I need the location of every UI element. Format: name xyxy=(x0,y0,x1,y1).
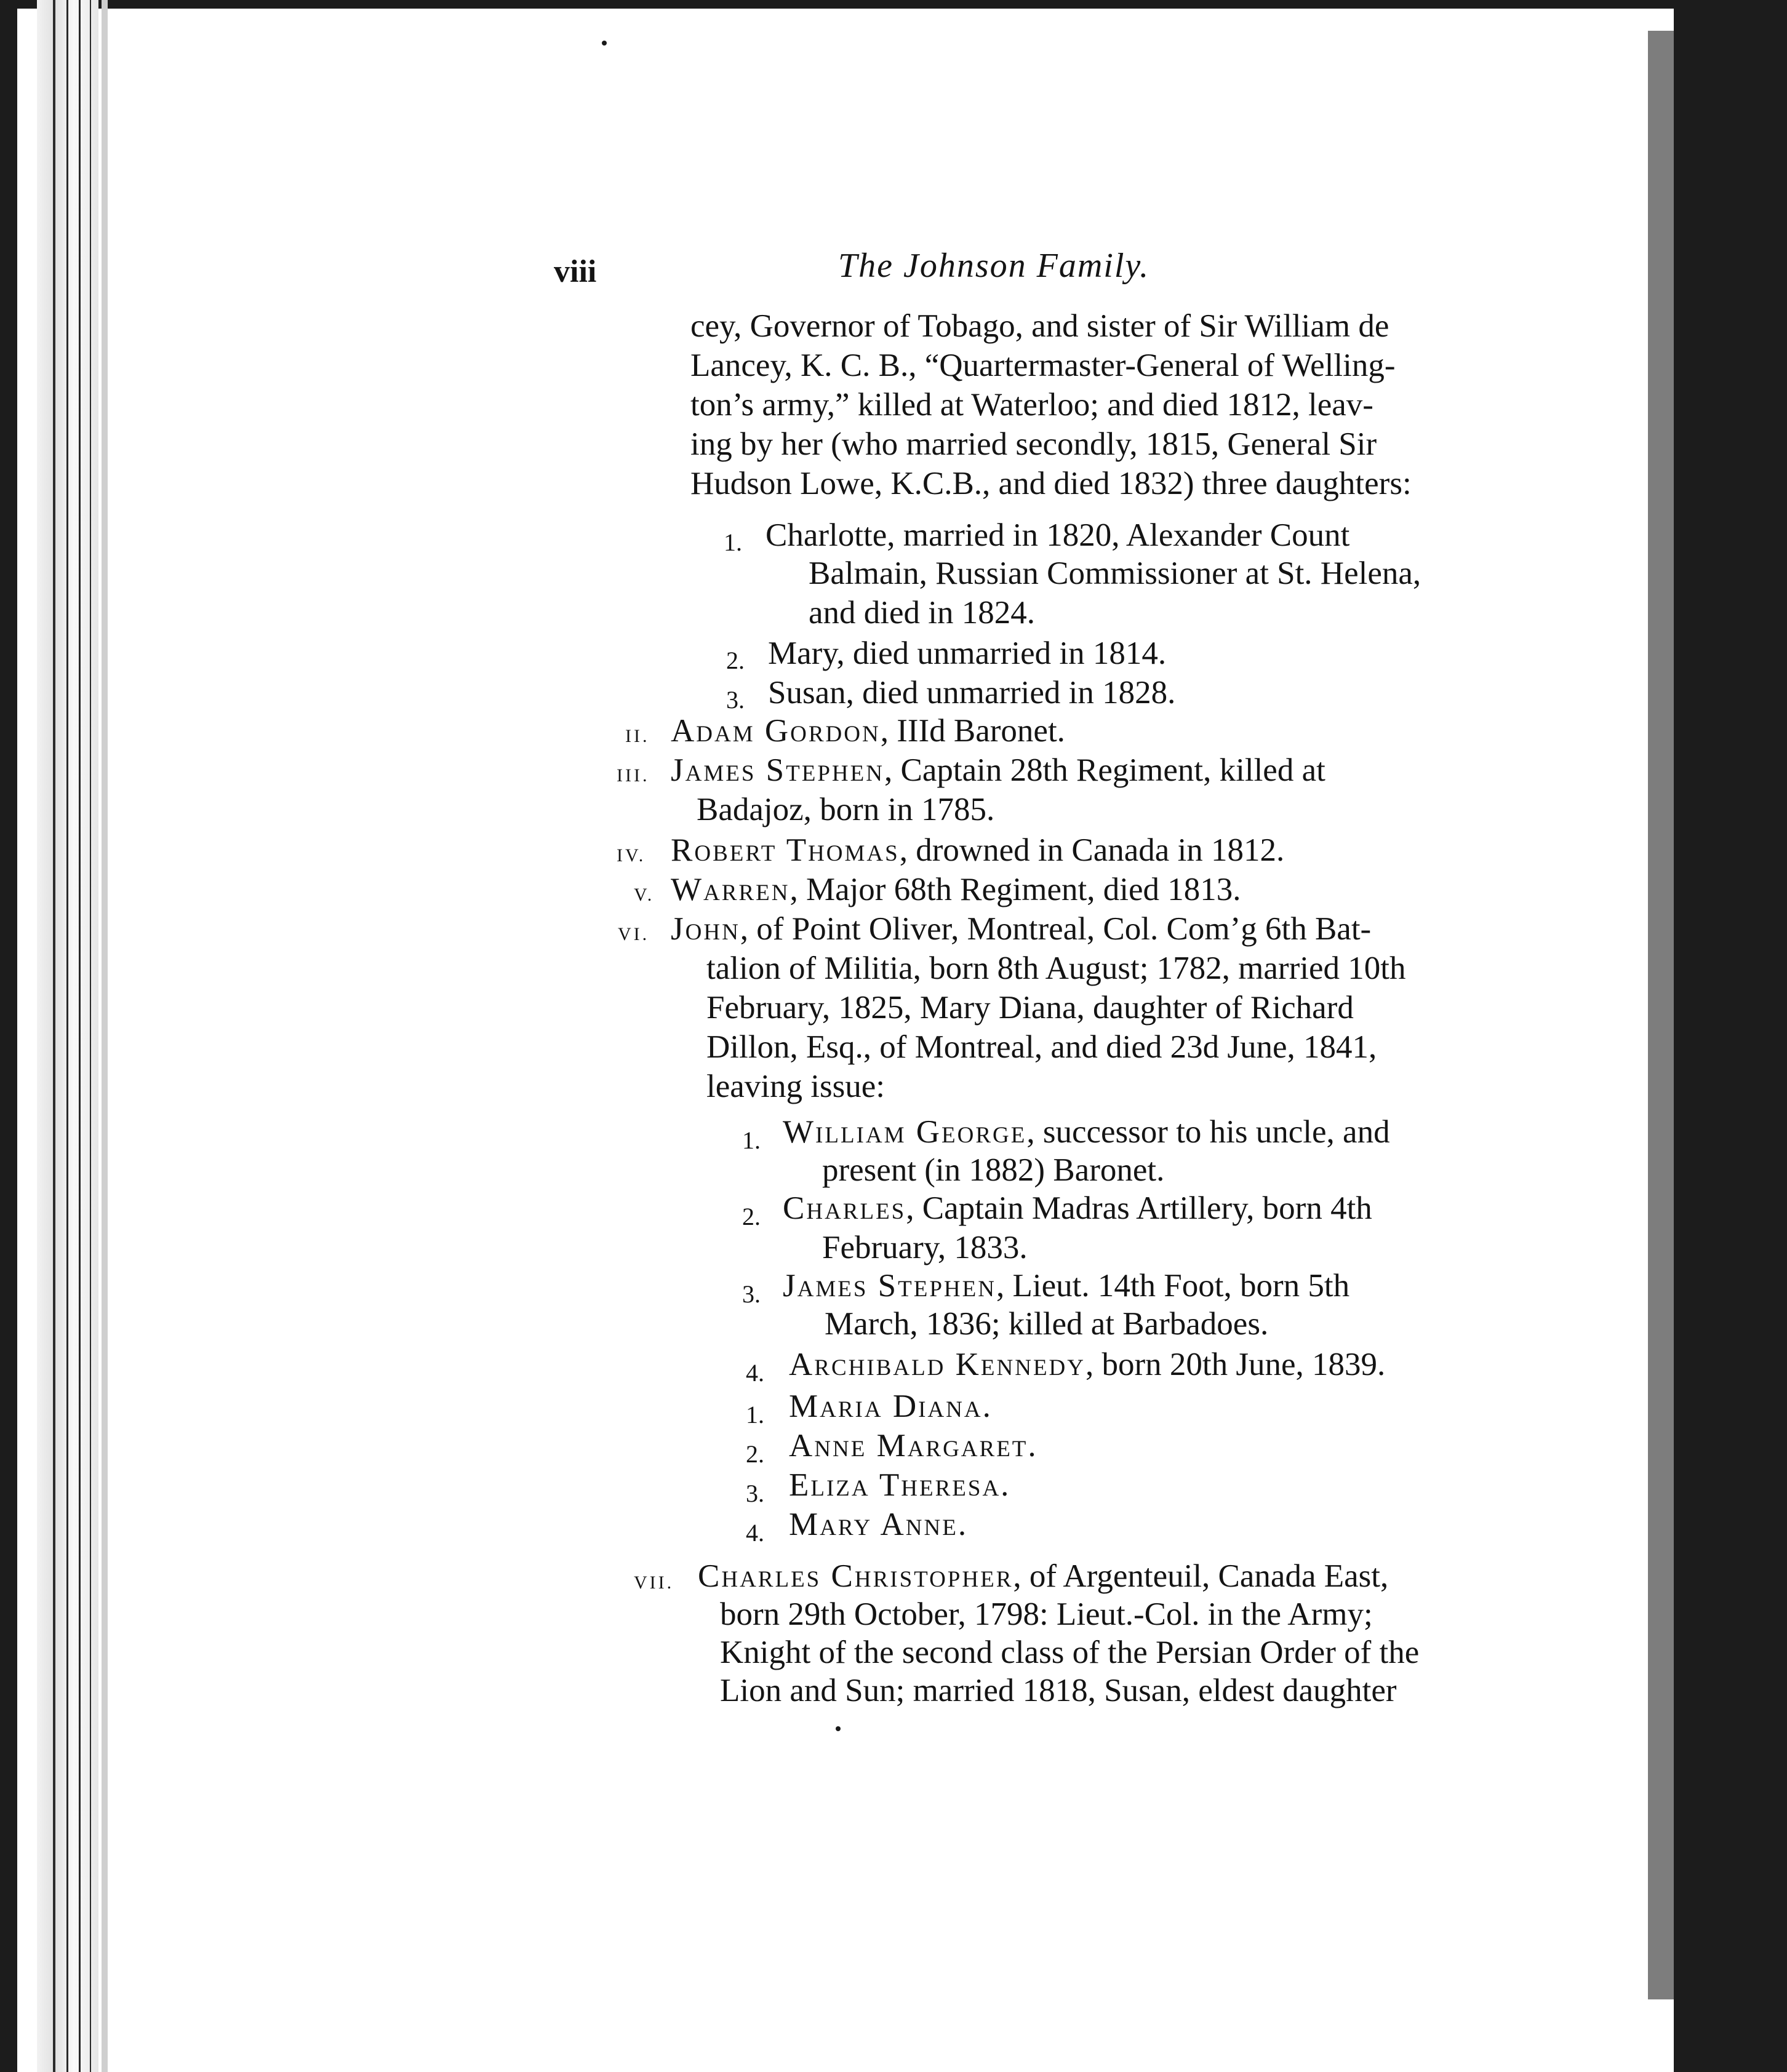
list-number: 4. xyxy=(746,1359,764,1387)
text-line: born 29th October, 1798: Lieut.-Col. in the Army; xyxy=(720,1596,1373,1632)
roman-numeral: III. xyxy=(617,765,650,786)
text-line xyxy=(671,754,1325,787)
text-line: ton’s army,” killed at Waterloo; and died 1812, leav- xyxy=(690,387,1373,423)
entry-name: Robert Thomas xyxy=(671,832,900,868)
running-title: The Johnson Family. xyxy=(838,247,1150,285)
spine-line xyxy=(79,0,81,2072)
text-line: present (in 1882) Baronet. xyxy=(822,1152,1165,1188)
spine-line xyxy=(90,0,91,2072)
scan-border-right xyxy=(1674,0,1787,2072)
text-line: February, 1825, Mary Diana, daughter of Richard xyxy=(706,990,1354,1026)
text-line xyxy=(671,834,1284,867)
text-line: March, 1836; killed at Barbadoes. xyxy=(825,1306,1269,1342)
text-line: Susan, died unmarried in 1828. xyxy=(768,675,1176,711)
list-number: 3. xyxy=(726,686,745,714)
text-line xyxy=(783,1270,1349,1302)
entry-name: Warren xyxy=(671,872,790,907)
entry-text: , of Argenteuil, Canada East, xyxy=(1013,1558,1389,1594)
entry-name: Maria Diana. xyxy=(789,1389,993,1424)
list-number: 2. xyxy=(726,647,745,674)
text-line xyxy=(783,1116,1390,1149)
text-line: Lion and Sun; married 1818, Susan, eldest daughter xyxy=(720,1673,1397,1708)
page-shadow xyxy=(102,0,108,2072)
text-line: and died in 1824. xyxy=(809,595,1035,631)
text-line: cey, Governor of Tobago, and sister of Sir William de xyxy=(690,308,1389,344)
list-number: 4. xyxy=(746,1519,764,1547)
text-line xyxy=(671,913,1371,946)
entry-text: , Lieut. 14th Foot, born 5th xyxy=(996,1268,1350,1304)
list-number: 1. xyxy=(742,1126,761,1154)
entry-name: Eliza Theresa. xyxy=(789,1467,1011,1503)
entry-text: , Captain 28th Regiment, killed at xyxy=(884,752,1325,788)
roman-numeral: V. xyxy=(634,885,655,905)
list-number: 3. xyxy=(746,1480,764,1507)
text-line: Dillon, Esq., of Montreal, and died 23d June, 1841, xyxy=(706,1029,1377,1065)
text-line: leaving issue: xyxy=(706,1069,885,1104)
speck xyxy=(602,41,607,46)
list-number: 3. xyxy=(742,1280,761,1308)
entry-text: , of Point Oliver, Montreal, Col. Com’g 6th Bat- xyxy=(740,911,1372,947)
page-edge-band xyxy=(1648,31,1674,1999)
entry-text: , Captain Madras Artillery, born 4th xyxy=(906,1190,1372,1226)
text-line: Badajoz, born in 1785. xyxy=(697,792,995,827)
list-number: 2. xyxy=(742,1203,761,1230)
entry-text: , Major 68th Regiment, died 1813. xyxy=(790,872,1241,907)
entry-name: Charles Christopher xyxy=(698,1558,1013,1594)
text-line: Lancey, K. C. B., “Quartermaster-General of Welling- xyxy=(690,348,1396,383)
scan-border-top xyxy=(0,0,1787,9)
roman-numeral: VII. xyxy=(634,1572,674,1593)
list-number: 2. xyxy=(746,1440,764,1468)
entry-name: William George xyxy=(783,1114,1027,1150)
entry-name: James Stephen xyxy=(671,752,884,788)
entry-text: , drowned in Canada in 1812. xyxy=(899,832,1285,868)
text-line xyxy=(698,1560,1388,1593)
text-line: ing by her (who married secondly, 1815, General Sir xyxy=(690,426,1377,462)
list-number: 1. xyxy=(724,528,742,556)
roman-numeral: VI. xyxy=(618,924,650,944)
roman-numeral: IV. xyxy=(617,845,646,866)
text-line: Charlotte, married in 1820, Alexander Count xyxy=(766,517,1350,553)
scan-border-left xyxy=(0,0,17,2072)
text-line xyxy=(671,874,1241,906)
entry-name: John xyxy=(671,911,740,947)
entry-text: , successor to his uncle, and xyxy=(1026,1114,1390,1150)
text-line: Mary, died unmarried in 1814. xyxy=(768,636,1167,671)
entry-text: , IIId Baronet. xyxy=(880,713,1065,749)
text-line: Knight of the second class of the Persian Order of the xyxy=(720,1635,1420,1670)
text-line xyxy=(783,1192,1372,1225)
spine-line xyxy=(53,0,55,2072)
entry-text: , born 20th June, 1839. xyxy=(1085,1347,1386,1382)
page-folio: viii xyxy=(554,254,597,289)
entry-name: Anne Margaret. xyxy=(789,1428,1038,1464)
entry-name: Archibald Kennedy xyxy=(789,1347,1086,1382)
text-line: February, 1833. xyxy=(822,1230,1028,1265)
list-number: 1. xyxy=(746,1401,764,1428)
speck xyxy=(836,1726,841,1731)
text-line: Hudson Lowe, K.C.B., and died 1832) three daughters: xyxy=(690,466,1412,501)
text-line: Balmain, Russian Commissioner at St. Helena, xyxy=(809,556,1421,591)
spine-line xyxy=(66,0,68,2072)
entry-name: Adam Gordon xyxy=(671,713,881,749)
text-line xyxy=(789,1349,1385,1381)
text-line: talion of Militia, born 8th August; 1782, married 10th xyxy=(706,950,1406,986)
entry-name: Charles xyxy=(783,1190,906,1226)
entry-name: Mary Anne. xyxy=(789,1507,969,1542)
roman-numeral: II. xyxy=(625,726,650,746)
text-line xyxy=(671,715,1065,747)
entry-name: James Stephen xyxy=(783,1268,996,1304)
